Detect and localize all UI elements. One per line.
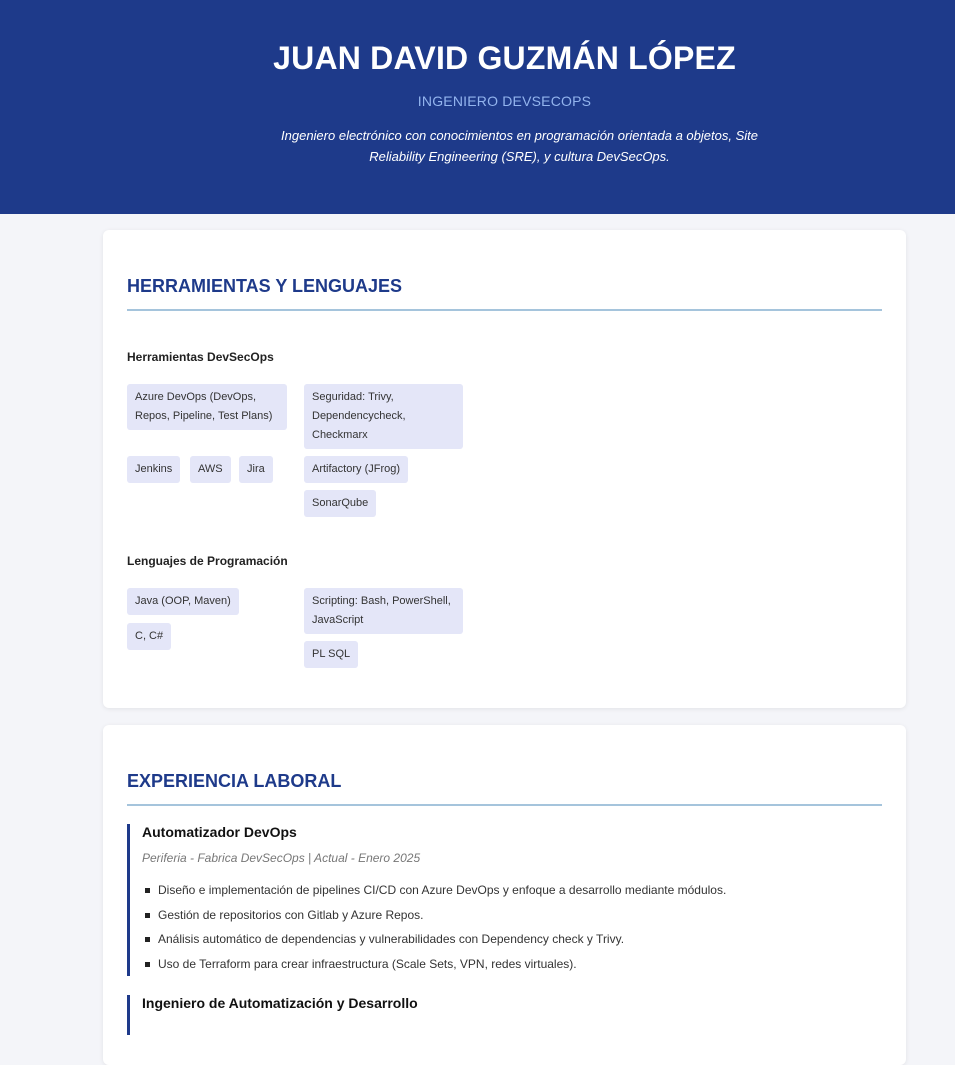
- tool-tag: Azure DevOps (DevOps, Repos, Pipeline, Test Plans): [127, 384, 287, 430]
- candidate-name: JUAN DAVID GUZMÁN LÓPEZ: [273, 40, 736, 76]
- tool-tag: Seguridad: Trivy, Dependencycheck, Checkmarx: [304, 384, 463, 449]
- tool-tag: AWS: [190, 456, 231, 483]
- skills-card: [103, 230, 906, 708]
- job-duty: Gestión de repositorios con Gitlab y Azure Repos.: [142, 903, 726, 928]
- tool-tag: Jenkins: [127, 456, 180, 483]
- tool-tag: SonarQube: [304, 490, 376, 517]
- job-entry: [127, 995, 418, 1035]
- job-title: Automatizador DevOps: [142, 824, 297, 840]
- job-duty: Análisis automático de dependencias y vulnerabilidades con Dependency check y Trivy.: [142, 927, 726, 952]
- experience-card: [103, 725, 906, 1065]
- bullet-icon: [145, 913, 150, 918]
- job-duty: Uso de Terraform para crear infraestructura (Scale Sets, VPN, redes virtuales).: [142, 952, 726, 977]
- language-tag: PL SQL: [304, 641, 358, 668]
- experience-section-title: EXPERIENCIA LABORAL: [127, 771, 882, 806]
- tools-subtitle: Herramientas DevSecOps: [127, 350, 274, 364]
- resume-header: [0, 0, 955, 214]
- job-duties: [142, 878, 726, 976]
- tool-tag: Artifactory (JFrog): [304, 456, 408, 483]
- job-entry: [127, 824, 726, 976]
- bullet-icon: [145, 962, 150, 967]
- languages-subtitle: Lenguajes de Programación: [127, 554, 288, 568]
- job-duty: Diseño e implementación de pipelines CI/CD con Azure DevOps y enfoque a desarrollo mediante módulos.: [142, 878, 726, 903]
- bullet-icon: [145, 888, 150, 893]
- job-meta: Periferia - Fabrica DevSecOps | Actual - Enero 2025: [142, 851, 421, 865]
- candidate-role: INGENIERO DEVSECOPS: [417, 93, 592, 109]
- language-tag: C, C#: [127, 623, 171, 650]
- skills-section-title: HERRAMIENTAS Y LENGUAJES: [127, 276, 882, 311]
- language-tag: Java (OOP, Maven): [127, 588, 239, 615]
- job-title: Ingeniero de Automatización y Desarrollo: [142, 995, 418, 1011]
- language-tag: Scripting: Bash, PowerShell, JavaScript: [304, 588, 463, 634]
- tool-tag: Jira: [239, 456, 273, 483]
- candidate-summary: Ingeniero electrónico con conocimientos en programación orientada a objetos, Site Reliability Engineering (SRE), y cultura DevSecOps.: [281, 128, 758, 164]
- bullet-icon: [145, 937, 150, 942]
